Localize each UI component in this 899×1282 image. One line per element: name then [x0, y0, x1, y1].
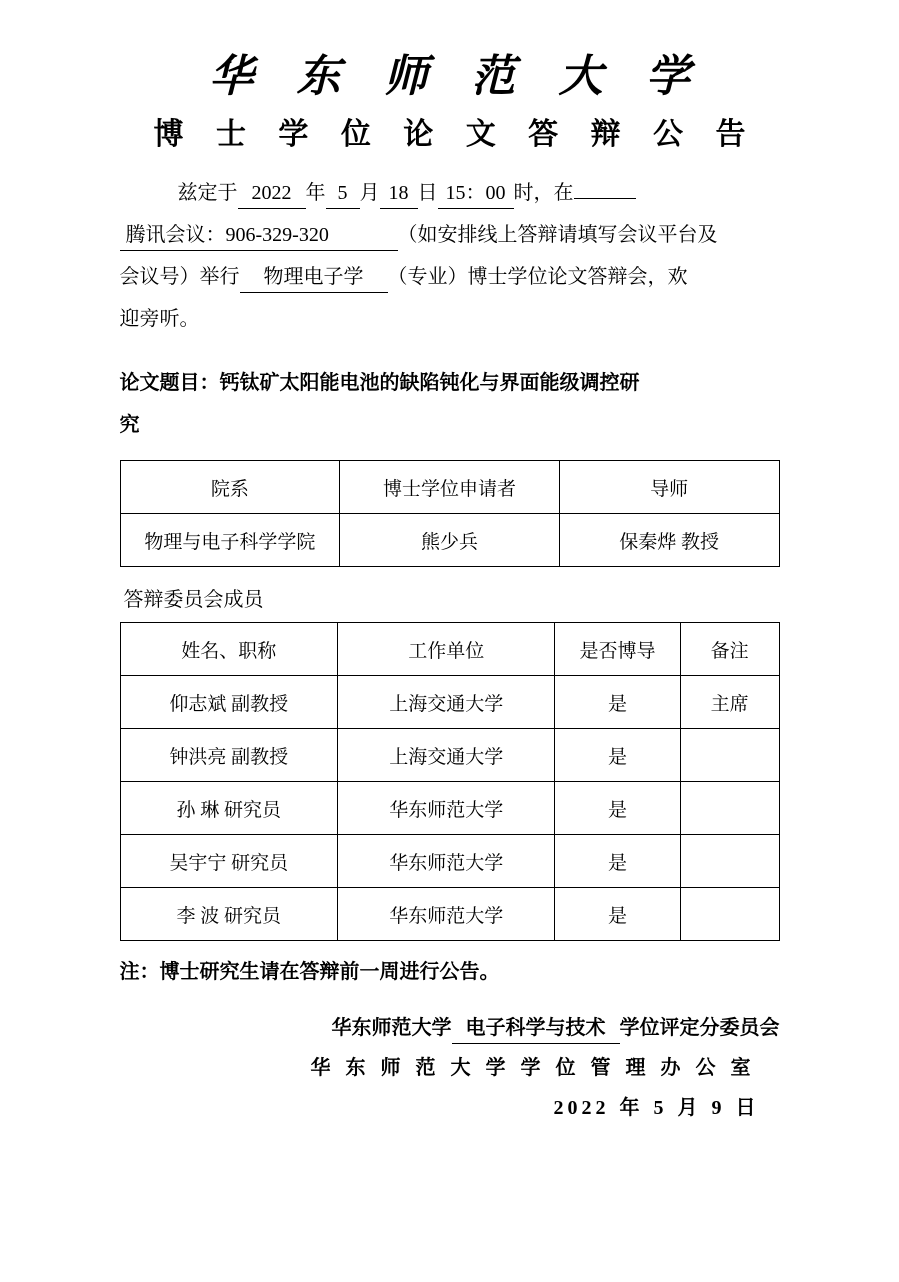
signature-date-month-unit: 月 — [677, 1097, 702, 1120]
signature-date-day-unit: 日 — [735, 1097, 760, 1120]
cell-name-title: 李 波 研究员 — [120, 888, 337, 941]
signature-date-month: 5 — [653, 1097, 668, 1120]
cell-institution: 华东师范大学 — [337, 782, 554, 835]
announcement-line-2 — [120, 214, 780, 256]
year-unit: 年 — [305, 182, 326, 205]
committee-label: 答辩委员会成员 — [123, 589, 264, 612]
cell-name-title: 仰志斌 副教授 — [120, 676, 337, 729]
day-field: 18 — [380, 178, 418, 209]
announcement-tail: （专业）博士学位论文答辩会，欢 — [387, 266, 688, 289]
announcement-paragraph — [120, 172, 780, 340]
cell-remark — [680, 729, 779, 782]
table-row — [120, 782, 779, 835]
table-row-header — [120, 623, 779, 676]
signature-block — [120, 1008, 780, 1128]
table-row-header — [120, 461, 779, 514]
footnote: 注：博士研究生请在答辩前一周进行公告。 — [119, 961, 500, 984]
signature-committee: 学位评定分委员会 — [619, 1017, 780, 1040]
major-field: 物理电子学 — [240, 262, 388, 293]
col-header-name-title: 姓名、职称 — [120, 623, 337, 676]
announcement-line-1 — [120, 172, 780, 214]
cell-institution: 华东师范大学 — [337, 888, 554, 941]
announcement-line-4 — [120, 298, 780, 340]
col-header-institution: 工作单位 — [337, 623, 554, 676]
place-note-2: 会议号）举行 — [119, 266, 240, 289]
signature-date-year: 2022 — [553, 1097, 610, 1120]
cell-name-title: 孙 琳 研究员 — [120, 782, 337, 835]
cell-remark — [680, 782, 779, 835]
cell-is-supervisor: 是 — [555, 782, 680, 835]
cell-name-title: 钟洪亮 副教授 — [120, 729, 337, 782]
thesis-label: 论文题目： — [119, 372, 220, 395]
signature-line-2: 华 东 师 范 大 学 学 位 管 理 办 公 室 — [310, 1057, 756, 1080]
table-row — [120, 676, 779, 729]
announcement-prefix: 兹定于 — [177, 182, 238, 205]
table-row — [120, 729, 779, 782]
cell-is-supervisor: 是 — [555, 888, 680, 941]
document-content — [120, 0, 780, 1128]
table-row — [120, 835, 779, 888]
year-field: 2022 — [238, 178, 306, 209]
thesis-title-line-2: 究 — [119, 414, 140, 437]
col-header-applicant: 博士学位申请者 — [340, 461, 560, 514]
place-note: （如安排线上答辩请填写会议平台及 — [397, 224, 718, 247]
cell-remark — [680, 835, 779, 888]
place-blank — [574, 198, 636, 199]
signature-date-day: 9 — [711, 1097, 726, 1120]
col-header-advisor: 导师 — [559, 461, 779, 514]
col-header-is-supervisor: 是否博导 — [555, 623, 680, 676]
announcement-line-3 — [120, 256, 780, 298]
signature-university: 华东师范大学 — [331, 1017, 452, 1040]
university-title: 华 东 师 范 大 学 — [209, 51, 704, 102]
cell-remark — [680, 888, 779, 941]
page-title: 博 士 学 位 论 文 答 辩 公 告 — [153, 117, 757, 153]
announcement-tail-2: 迎旁听。 — [119, 308, 200, 331]
cell-institution: 上海交通大学 — [337, 729, 554, 782]
time-field: 15：00 — [438, 178, 514, 209]
cell-applicant: 熊少兵 — [340, 514, 560, 567]
day-unit: 日 — [417, 182, 438, 205]
thesis-title-text: 钙钛矿太阳能电池的缺陷钝化与界面能级调控研 — [219, 372, 640, 395]
table-row — [120, 888, 779, 941]
committee-table — [120, 622, 780, 941]
cell-department: 物理与电子科学学院 — [120, 514, 340, 567]
signature-date-year-unit: 年 — [619, 1097, 644, 1120]
cell-institution: 华东师范大学 — [337, 835, 554, 888]
month-unit: 月 — [359, 182, 380, 205]
cell-is-supervisor: 是 — [555, 676, 680, 729]
thesis-title-block — [120, 362, 780, 446]
cell-name-title: 吴宇宁 研究员 — [120, 835, 337, 888]
time-unit: 时，在 — [513, 182, 574, 205]
cell-advisor: 保秦烨 教授 — [559, 514, 779, 567]
signature-date — [120, 1088, 780, 1128]
cell-institution: 上海交通大学 — [337, 676, 554, 729]
cell-is-supervisor: 是 — [555, 835, 680, 888]
month-field: 5 — [326, 178, 360, 209]
signature-line-1 — [120, 1008, 780, 1048]
col-header-remark: 备注 — [680, 623, 779, 676]
meeting-field: 腾讯会议：906-329-320 — [120, 220, 398, 251]
cell-is-supervisor: 是 — [555, 729, 680, 782]
signature-department: 电子科学与技术 — [452, 1013, 620, 1044]
applicant-info-table — [120, 460, 780, 567]
thesis-title-line-1 — [120, 362, 780, 404]
col-header-department: 院系 — [120, 461, 340, 514]
cell-remark: 主席 — [680, 676, 779, 729]
table-row — [120, 514, 779, 567]
